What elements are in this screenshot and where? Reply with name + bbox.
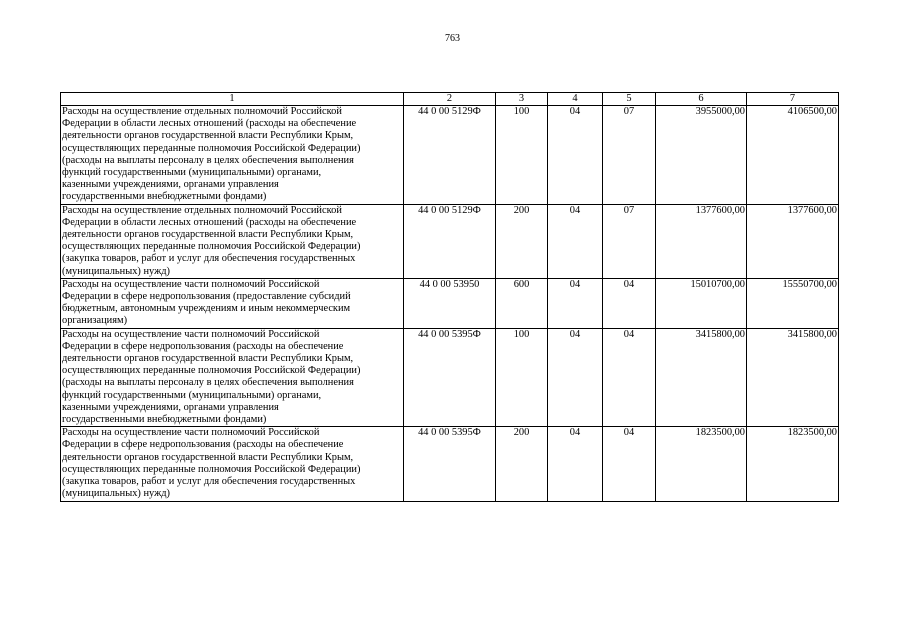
description-line: деятельности органов государственной власти Республики Крым,	[62, 353, 354, 365]
section-code: 04	[548, 328, 603, 427]
amount-year-1: 3415800,00	[656, 328, 747, 427]
subsection-code: 07	[603, 106, 656, 205]
column-header: 3	[496, 93, 548, 106]
description-line: (муниципальных) нужд)	[62, 265, 171, 277]
description-line: деятельности органов государственной власти Республики Крым,	[62, 451, 354, 463]
table-header-row	[61, 93, 839, 106]
expense-type-code: 100	[496, 106, 548, 205]
section-code: 04	[548, 427, 603, 501]
description-line: (расходы на выплаты персоналу в целях обеспечения выполнения	[62, 377, 354, 389]
table-row	[61, 106, 839, 205]
description-line: деятельности органов государственной власти Республики Крым,	[62, 130, 354, 142]
column-header: 1	[61, 93, 404, 106]
description-line: (муниципальных) нужд)	[62, 488, 171, 500]
description-line: организациям)	[62, 315, 128, 327]
amount-year-1: 1823500,00	[656, 427, 747, 501]
expense-type-code: 600	[496, 278, 548, 328]
description-line: Федерации в сфере недропользования (предоставление субсидий	[62, 291, 351, 303]
table-row	[61, 427, 839, 501]
target-article-code: 44 0 00 5129Ф	[404, 204, 496, 278]
amount-year-2: 3415800,00	[747, 328, 839, 427]
description-line: осуществляющих переданные полномочия Российской Федерации)	[62, 142, 361, 154]
description-line: функций государственными (муниципальными) органами,	[62, 389, 322, 401]
expense-description	[61, 278, 404, 328]
amount-year-1: 3955000,00	[656, 106, 747, 205]
amount-year-2: 4106500,00	[747, 106, 839, 205]
amount-year-2: 1377600,00	[747, 204, 839, 278]
expense-description	[61, 328, 404, 427]
column-header: 4	[548, 93, 603, 106]
description-line: (закупка товаров, работ и услуг для обеспечения государственных	[62, 476, 356, 488]
description-line: Федерации в области лесных отношений (расходы на обеспечение	[62, 216, 357, 228]
expense-description	[61, 106, 404, 205]
amount-year-2: 15550700,00	[747, 278, 839, 328]
description-line: (закупка товаров, работ и услуг для обеспечения государственных	[62, 253, 356, 265]
expense-type-code: 200	[496, 427, 548, 501]
description-line: осуществляющих переданные полномочия Российской Федерации)	[62, 463, 361, 475]
column-header: 7	[747, 93, 839, 106]
description-line: бюджетным, автономным учреждениям и иным некоммерческим	[62, 303, 351, 315]
target-article-code: 44 0 00 5129Ф	[404, 106, 496, 205]
table-row	[61, 328, 839, 427]
description-line: Расходы на осуществление части полномочий Российской	[62, 328, 320, 340]
description-line: Расходы на осуществление части полномочий Российской	[62, 278, 320, 290]
column-header: 2	[404, 93, 496, 106]
description-line: государственными внебюджетными фондами)	[62, 191, 267, 203]
subsection-code: 07	[603, 204, 656, 278]
expense-description	[61, 427, 404, 501]
target-article-code: 44 0 00 5395Ф	[404, 328, 496, 427]
column-header: 6	[656, 93, 747, 106]
table-row	[61, 204, 839, 278]
subsection-code: 04	[603, 278, 656, 328]
target-article-code: 44 0 00 53950	[404, 278, 496, 328]
description-line: государственными внебюджетными фондами)	[62, 414, 267, 426]
section-code: 04	[548, 204, 603, 278]
expense-description	[61, 204, 404, 278]
section-code: 04	[548, 106, 603, 205]
description-line: Федерации в сфере недропользования (расходы на обеспечение	[62, 340, 344, 352]
description-line: казенными учреждениями, органами управления	[62, 401, 279, 413]
amount-year-1: 1377600,00	[656, 204, 747, 278]
amount-year-2: 1823500,00	[747, 427, 839, 501]
budget-table	[60, 92, 839, 502]
description-line: Федерации в области лесных отношений (расходы на обеспечение	[62, 118, 357, 130]
column-header: 5	[603, 93, 656, 106]
description-line: Расходы на осуществление части полномочий Российской	[62, 427, 320, 439]
description-line: Расходы на осуществление отдельных полномочий Российской	[62, 106, 342, 117]
expense-type-code: 200	[496, 204, 548, 278]
subsection-code: 04	[603, 427, 656, 501]
section-code: 04	[548, 278, 603, 328]
description-line: функций государственными (муниципальными) органами,	[62, 167, 322, 179]
description-line: осуществляющих переданные полномочия Российской Федерации)	[62, 241, 361, 253]
description-line: Расходы на осуществление отдельных полномочий Российской	[62, 204, 342, 216]
amount-year-1: 15010700,00	[656, 278, 747, 328]
description-line: осуществляющих переданные полномочия Российской Федерации)	[62, 365, 361, 377]
target-article-code: 44 0 00 5395Ф	[404, 427, 496, 501]
subsection-code: 04	[603, 328, 656, 427]
description-line: казенными учреждениями, органами управления	[62, 179, 279, 191]
page-number: 763	[445, 33, 460, 44]
description-line: деятельности органов государственной власти Республики Крым,	[62, 229, 354, 241]
table-row	[61, 278, 839, 328]
expense-type-code: 100	[496, 328, 548, 427]
description-line: (расходы на выплаты персоналу в целях обеспечения выполнения	[62, 154, 354, 166]
description-line: Федерации в сфере недропользования (расходы на обеспечение	[62, 439, 344, 451]
